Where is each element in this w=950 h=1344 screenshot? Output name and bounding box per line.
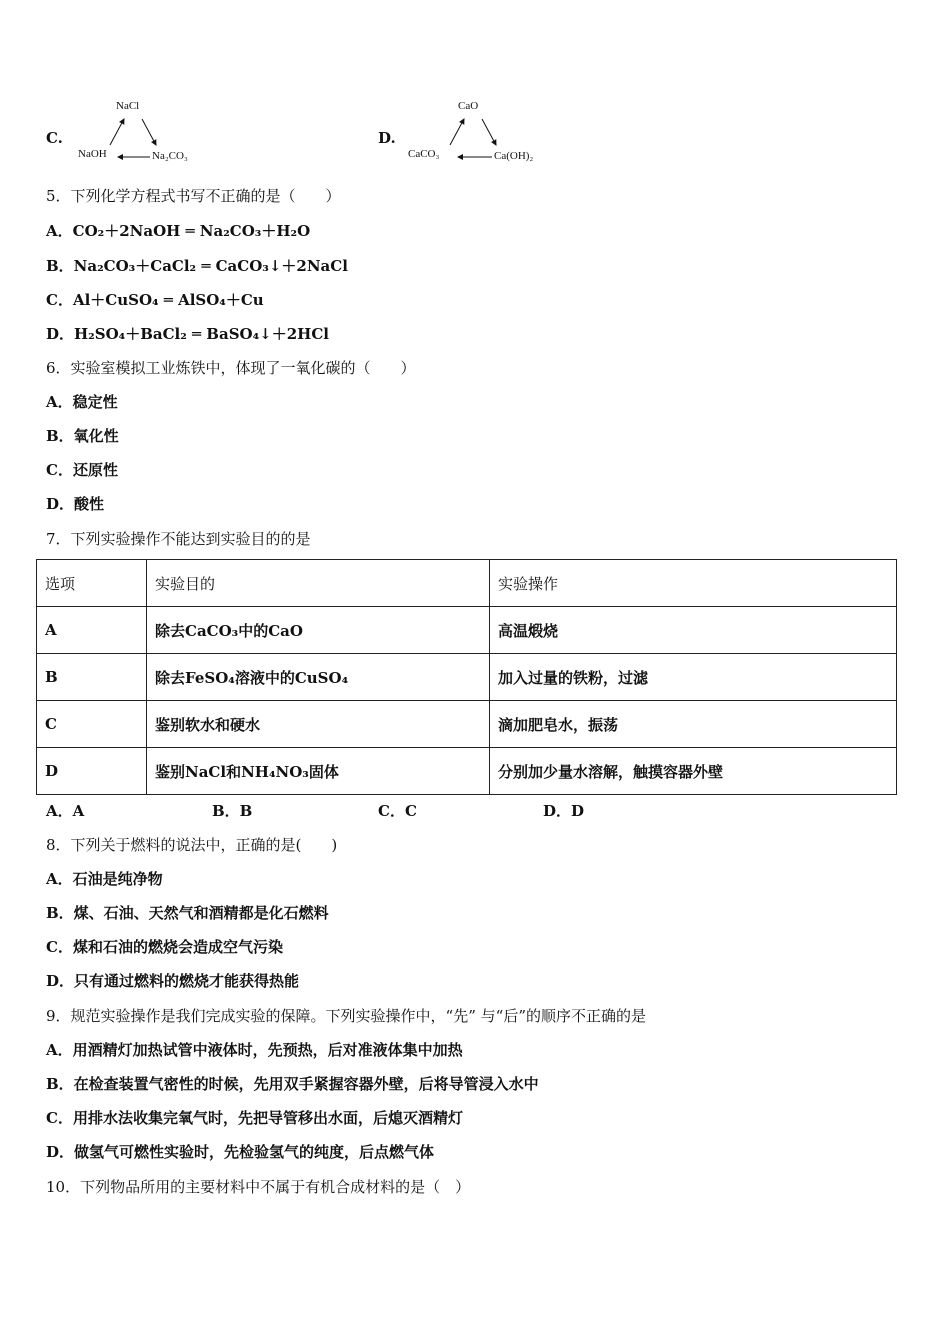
row-c-option: C	[37, 701, 147, 748]
diagram-c-arrows	[72, 98, 212, 168]
q8-option-d: D．只有通过燃料的燃烧才能获得热能	[46, 972, 300, 990]
q9-option-a: A．用酒精灯加热试管中液体时，先预热，后对准液体集中加热	[46, 1041, 463, 1059]
q5-option-c: C．Al＋CuSO₄ ═ AlSO₄＋Cu	[46, 291, 264, 309]
header-operation: 实验操作	[490, 560, 897, 607]
q6-option-c: C．还原性	[46, 461, 118, 479]
q5-option-a: A．CO₂＋2NaOH ═ Na₂CO₃＋H₂O	[46, 222, 311, 240]
q9-option-d: D．做氢气可燃性实验时，先检验氢气的纯度，后点燃气体	[46, 1143, 435, 1161]
q6-option-d: D．酸性	[46, 495, 105, 513]
q4-option-c-label: C.	[46, 129, 63, 147]
q10-stem: 10．下列物品所用的主要材料中不属于有机合成材料的是（ ）	[46, 1178, 471, 1196]
diagram-d-arrows	[406, 98, 556, 168]
table-row	[37, 654, 897, 701]
diagram-d-right: Ca(OH)₂	[494, 150, 534, 162]
row-b-operation: 加入过量的铁粉，过滤	[490, 654, 897, 701]
table-row	[37, 607, 897, 654]
q9-option-c: C．用排水法收集完氧气时，先把导管移出水面，后熄灭酒精灯	[46, 1109, 463, 1127]
row-a-purpose: 除去CaCO₃中的CaO	[147, 607, 490, 654]
q6-option-a: A．稳定性	[46, 393, 118, 411]
q4-option-c-diagram	[72, 98, 212, 168]
row-d-operation: 分别加少量水溶解，触摸容器外壁	[490, 748, 897, 795]
q8-option-c: C．煤和石油的燃烧会造成空气污染	[46, 938, 283, 956]
diagram-d-left: CaCO₃	[408, 148, 440, 160]
q7-answer-a: A．A	[46, 802, 85, 820]
q4-option-d-diagram	[406, 98, 556, 168]
row-b-option: B	[37, 654, 147, 701]
q9-option-b: B．在检查装置气密性的时候，先用双手紧握容器外壁，后将导管浸入水中	[46, 1075, 539, 1093]
q8-option-b: B．煤、石油、天然气和酒精都是化石燃料	[46, 904, 329, 922]
q9-stem: 9．规范实验操作是我们完成实验的保障。下列实验操作中，“先” 与“后”的顺序不正确的是	[46, 1007, 646, 1025]
q6-stem: 6．实验室模拟工业炼铁中，体现了一氧化碳的（ ）	[46, 359, 416, 377]
q7-stem: 7．下列实验操作不能达到实验目的的是	[46, 530, 311, 548]
q7-answer-c: C．C	[378, 802, 417, 820]
table-row	[37, 748, 897, 795]
q8-option-a: A．石油是纯净物	[46, 870, 163, 888]
row-a-operation: 高温煅烧	[490, 607, 897, 654]
diagram-c-right: Na₂CO₃	[152, 150, 188, 162]
q5-stem: 5．下列化学方程式书写不正确的是（ ）	[46, 187, 341, 205]
diagram-c-left: NaOH	[78, 148, 107, 160]
q5-option-d: D．H₂SO₄＋BaCl₂ ═ BaSO₄↓＋2HCl	[46, 325, 329, 343]
header-purpose: 实验目的	[147, 560, 490, 607]
table-row	[37, 701, 897, 748]
row-d-purpose: 鉴别NaCl和NH₄NO₃固体	[147, 748, 490, 795]
row-c-operation: 滴加肥皂水，振荡	[490, 701, 897, 748]
row-c-purpose: 鉴别软水和硬水	[147, 701, 490, 748]
row-a-option: A	[37, 607, 147, 654]
q7-answer-b: B．B	[212, 802, 253, 820]
q6-option-b: B．氧化性	[46, 427, 119, 445]
row-d-option: D	[37, 748, 147, 795]
header-option: 选项	[37, 560, 147, 607]
table-header-row	[37, 560, 897, 607]
q5-option-b: B．Na₂CO₃＋CaCl₂ ═ CaCO₃↓＋2NaCl	[46, 257, 348, 275]
diagram-d-top: CaO	[458, 100, 479, 112]
q7-table	[36, 559, 897, 795]
q7-answer-d: D．D	[543, 802, 585, 820]
row-b-purpose: 除去FeSO₄溶液中的CuSO₄	[147, 654, 490, 701]
q8-stem: 8．下列关于燃料的说法中，正确的是( )	[46, 836, 338, 854]
q4-option-d-label: D.	[378, 129, 396, 147]
diagram-c-top: NaCl	[116, 100, 140, 112]
